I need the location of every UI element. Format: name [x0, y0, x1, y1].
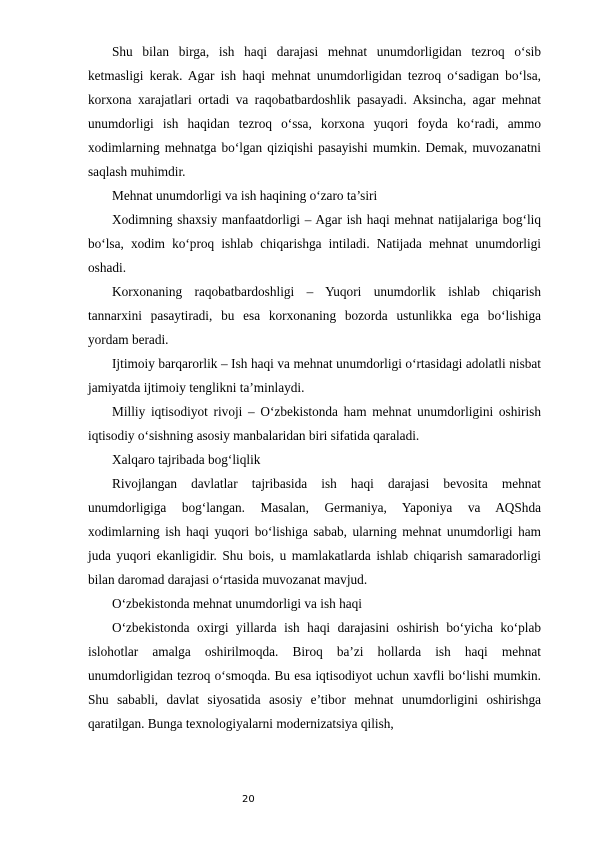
paragraph: Shu bilan birga, ish haqi darajasi mehnat unumdorligidan tezroq o‘sib ketmasligi kerak. Agar ish haqi mehnat unumdorligidan tezroq o‘sadigan bo‘lsa, korxona xarajatlari ortadi va raqobatbardoshlik pasayadi. Aksincha, agar mehnat unumdorligi ish haqidan tezroq o‘ssa, korxona yuqori foyda ko‘radi, ammo xodimlarning mehnatga bo‘lgan qiziqishi pasayishi mumkin. Demak, muvozanatni saqlash muhimdir.: [88, 44, 541, 179]
paragraph: Korxonaning raqobatbardoshligi – Yuqori unumdorlik ishlab chiqarish tannarxini pasaytiradi, bu esa korxonaning bozorda ustunlikka ega bo‘lishiga yordam beradi.: [88, 284, 541, 347]
paragraph: Rivojlangan davlatlar tajribasida ish haqi darajasi bevosita mehnat unumdorligiga bog‘langan. Masalan, Germaniya, Yaponiya va AQShda xodimlarning ish haqi yuqori bo‘lishiga sabab, ularning mehnat unumdorligi ham juda yuqori ekanligidir. Shu bois, u mamlakatlarda ishlab chiqarish samaradorligi bilan daromad darajasi o‘rtasida muvozanat mavjud.: [88, 476, 541, 587]
paragraph: O‘zbekistonda oxirgi yillarda ish haqi darajasini oshirish bo‘yicha ko‘plab islohotlar amalga oshirilmoqda. Biroq ba’zi hollarda ish haqi mehnat unumdorligidan tezroq o‘smoqda. Bu esa iqtisodiyot uchun xavfli bo‘lishi mumkin. Shu sababli, davlat siyosatida asosiy e’tibor mehnat unumdorligini oshirishga qaratilgan. Bunga texnologiyalarni modernizatsiya qilish,: [88, 620, 541, 731]
paragraph: Milliy iqtisodiyot rivoji – O‘zbekistonda ham mehnat unumdorligini oshirish iqtisodiy o‘sishning asosiy manbalaridan biri sifatida qaraladi.: [88, 404, 541, 443]
paragraph: Ijtimoiy barqarorlik – Ish haqi va mehnat unumdorligi o‘rtasidagi adolatli nisbat jamiyatda ijtimoiy tenglikni ta’minlaydi.: [88, 356, 541, 395]
section-heading: Mehnat unumdorligi va ish haqining o‘zaro ta’siri: [112, 188, 378, 203]
page-number: 20: [242, 794, 255, 805]
paragraph: Xodimning shaxsiy manfaatdorligi – Agar ish haqi mehnat natijalariga bog‘liq bo‘lsa, xodim ko‘proq ishlab chiqarishga intiladi. Natijada mehnat unumdorligi oshadi.: [88, 212, 541, 275]
body-text: [88, 40, 541, 736]
section-heading: O‘zbekistonda mehnat unumdorligi va ish haqi: [112, 596, 363, 611]
section-heading: Xalqaro tajribada bog‘liqlik: [112, 452, 261, 467]
